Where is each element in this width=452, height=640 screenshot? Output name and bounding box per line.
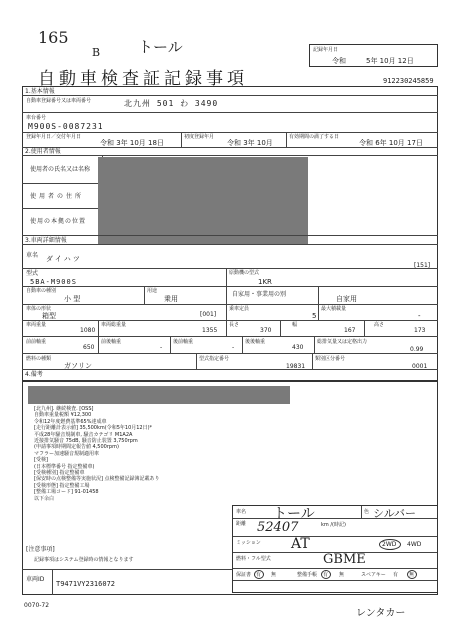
- serial-number: 912230245859: [383, 77, 434, 85]
- remarks-line: [受検]: [34, 457, 48, 464]
- record-date-era: 令和: [332, 57, 346, 65]
- record-date-label: 記録年月日: [313, 47, 339, 53]
- first-reg-value: 令和 3年 10月 18日: [100, 139, 164, 147]
- expiry-label: 有効期間の満了する日: [289, 134, 340, 140]
- form-code: 0070-72: [24, 602, 50, 609]
- chassis-value: M900S-0087231: [28, 122, 104, 131]
- sticker-km-value: 52407: [257, 520, 299, 535]
- section-2-heading: 2.使用者情報: [25, 148, 61, 155]
- sticker-mission-label: ミッション: [236, 540, 261, 546]
- front-rear-axle-value: -: [160, 344, 163, 351]
- weight-value: 1080: [80, 327, 96, 334]
- warranty-no: 無: [271, 572, 277, 578]
- document-title: 自動車検査証記録事項: [38, 69, 248, 89]
- category-value: 0001: [412, 363, 428, 370]
- initial-reg-value: 令和 3年 10月: [227, 139, 273, 147]
- caution-body: 記録事項はシステム登録時の情報となります: [34, 557, 134, 563]
- handwritten-rental-note: レンタカー: [356, 608, 406, 619]
- section-3-heading: 3.車両詳細情報: [25, 237, 67, 244]
- category-label: 類別区分番号: [315, 356, 346, 362]
- rear-front-axle-label: 後前軸重: [173, 339, 194, 345]
- max-load-value: -: [418, 312, 421, 320]
- sticker-fuel-label: 燃料・フル型式: [236, 556, 271, 562]
- maker-label: 車名: [26, 252, 39, 259]
- first-reg-label: 登録年月日／交付年月日: [26, 134, 82, 140]
- vehicle-type-label: 自動車の種別: [26, 288, 57, 294]
- weight-label: 車両重量: [26, 322, 47, 328]
- rear-front-axle-value: -: [232, 344, 235, 351]
- business-value: 自家用: [336, 295, 357, 303]
- fuel-type-value: ガソリン: [64, 362, 92, 370]
- handwritten-vehicle-name: トール: [138, 38, 183, 56]
- spare-key-yes: 有: [393, 572, 399, 578]
- designation-value: 19831: [286, 363, 306, 370]
- vehicle-type-value: 小 型: [64, 295, 81, 303]
- sticker-car-value: トール: [273, 506, 315, 522]
- chassis-label: 車台番号: [26, 115, 47, 121]
- business-label: 自家用・事業用の別: [232, 291, 287, 298]
- maker-value: ダイハツ: [46, 255, 82, 263]
- vehicle-info-sticker: [232, 505, 438, 593]
- redacted-user-info: [98, 157, 308, 245]
- length-label: 長さ: [229, 322, 240, 328]
- sticker-mission-value: AT: [291, 536, 310, 552]
- engine-value: 1KR: [258, 278, 272, 286]
- remarks-line: (申請事項時期間定報告値 4,500rpm): [34, 444, 119, 451]
- section-1-heading: 1.基本情報: [25, 88, 55, 95]
- remarks-line: 近接排気騒音 75dB, 騒音防止装置 3,750rpm: [34, 438, 138, 444]
- sticker-km-label: 距離: [236, 521, 247, 527]
- sticker-color-label: 色: [364, 509, 370, 515]
- gross-weight-label: 車両総重量: [101, 322, 127, 328]
- max-load-label: 最大積載量: [321, 306, 347, 312]
- engine-label: 原動機の型式: [229, 270, 260, 276]
- maker-code: [151]: [414, 262, 431, 269]
- remarks-line: [北九州]. 継続検査. [OSS]: [34, 406, 94, 412]
- model-label: 型式: [26, 270, 39, 277]
- manual-no: 無: [339, 572, 345, 578]
- displacement-label: 総排気量又は定格出力: [317, 339, 368, 345]
- remarks-line: マフラー加速騒音規制適用車: [34, 450, 100, 457]
- handwritten-letter: B: [92, 46, 101, 59]
- sticker-km-unit: km /(時記): [321, 522, 346, 528]
- manual-yes: 有: [323, 572, 329, 578]
- displacement-value: 0.99: [410, 346, 424, 353]
- redacted-remarks-header: [28, 386, 290, 404]
- remarks-line: 以下余白: [34, 495, 55, 502]
- front-rear-axle-label: 前後軸重: [101, 339, 122, 345]
- spare-key-no: 無: [409, 572, 415, 578]
- handwritten-page-number: 165: [38, 28, 69, 47]
- height-label: 高さ: [374, 322, 385, 328]
- initial-reg-label: 初度登録年月: [184, 134, 215, 140]
- width-value: 167: [344, 327, 356, 334]
- front-front-axle-label: 前前軸重: [26, 339, 47, 345]
- capacity-value: 5: [312, 312, 317, 320]
- warranty-label: 保証書: [236, 572, 252, 578]
- designation-label: 型式指定番号: [199, 356, 230, 362]
- remarks-line: [走行距離計表示値] 35,500km(令和5年10月12日)*: [34, 425, 153, 432]
- caution-title: [注意事項]: [26, 546, 55, 553]
- reg-number-value: 北九州 501 わ 3490: [124, 99, 219, 108]
- drive-4wd-option: 4WD: [407, 541, 422, 548]
- model-value: 5BA-M900S: [30, 278, 77, 286]
- fuel-type-label: 燃料の種類: [26, 356, 52, 362]
- vehicle-id-value: T9471VY2316072: [56, 580, 116, 588]
- sticker-car-label: 車名: [236, 509, 247, 515]
- manual-label: 整備手帳: [297, 572, 318, 578]
- base-location-label: 使用の本拠の位置: [30, 218, 87, 225]
- remarks-line: [整備工場コード] 91-01458: [34, 489, 99, 496]
- remarks-line: [受検種別] 指定整備車: [34, 470, 85, 476]
- use-value: 乗用: [164, 295, 178, 303]
- length-value: 370: [260, 327, 272, 334]
- capacity-label: 乗車定員: [229, 306, 250, 312]
- spare-key-label: スペアキー: [361, 572, 386, 578]
- height-value: 173: [414, 327, 426, 334]
- body-shape-value: 箱型: [42, 312, 56, 320]
- user-address-label: 使用者の住所: [30, 193, 85, 200]
- remarks-line: (日本標準番号 指定整備車): [34, 463, 95, 470]
- remarks-line: [受検形態] 指定整備工場: [34, 482, 90, 489]
- remarks-line: 令和12年度燃費基準65%達成車: [34, 418, 107, 425]
- body-shape-label: 車体の形状: [26, 306, 52, 312]
- width-label: 幅: [292, 322, 298, 328]
- use-label: 用途: [147, 288, 158, 294]
- section-4-heading: 4.備考: [25, 371, 43, 378]
- body-shape-code: [001]: [200, 311, 217, 318]
- remarks-line: 自動車重量税額 ¥12,300: [34, 412, 92, 419]
- record-date-box: [309, 44, 438, 67]
- drive-2wd-option: 2WD: [382, 541, 397, 548]
- vehicle-id-label: 車両ID: [26, 576, 45, 583]
- rear-rear-axle-value: 430: [292, 344, 304, 351]
- user-name-label: 使用者の氏名又は名称: [30, 166, 91, 173]
- warranty-yes: 有: [256, 572, 262, 578]
- expiry-value: 令和 6年 10月 17日: [359, 139, 423, 147]
- sticker-color-value: シルバー: [373, 507, 416, 520]
- reg-number-label: 自動車登録番号又は車両番号: [26, 98, 92, 104]
- rear-rear-axle-label: 後後軸重: [245, 339, 266, 345]
- front-front-axle-value: 650: [83, 344, 95, 351]
- remarks-line: 平成28年騒音規制車, 騒音カテゴリ M1A2A: [34, 431, 133, 438]
- record-date-value: 5年 10月 12日: [366, 57, 414, 65]
- remarks-line: [保安時の点検整備等実施状況] 点検整備記録簿記載あり: [34, 476, 160, 483]
- sticker-fuel-value: GBME: [323, 552, 366, 567]
- gross-weight-value: 1355: [202, 327, 218, 334]
